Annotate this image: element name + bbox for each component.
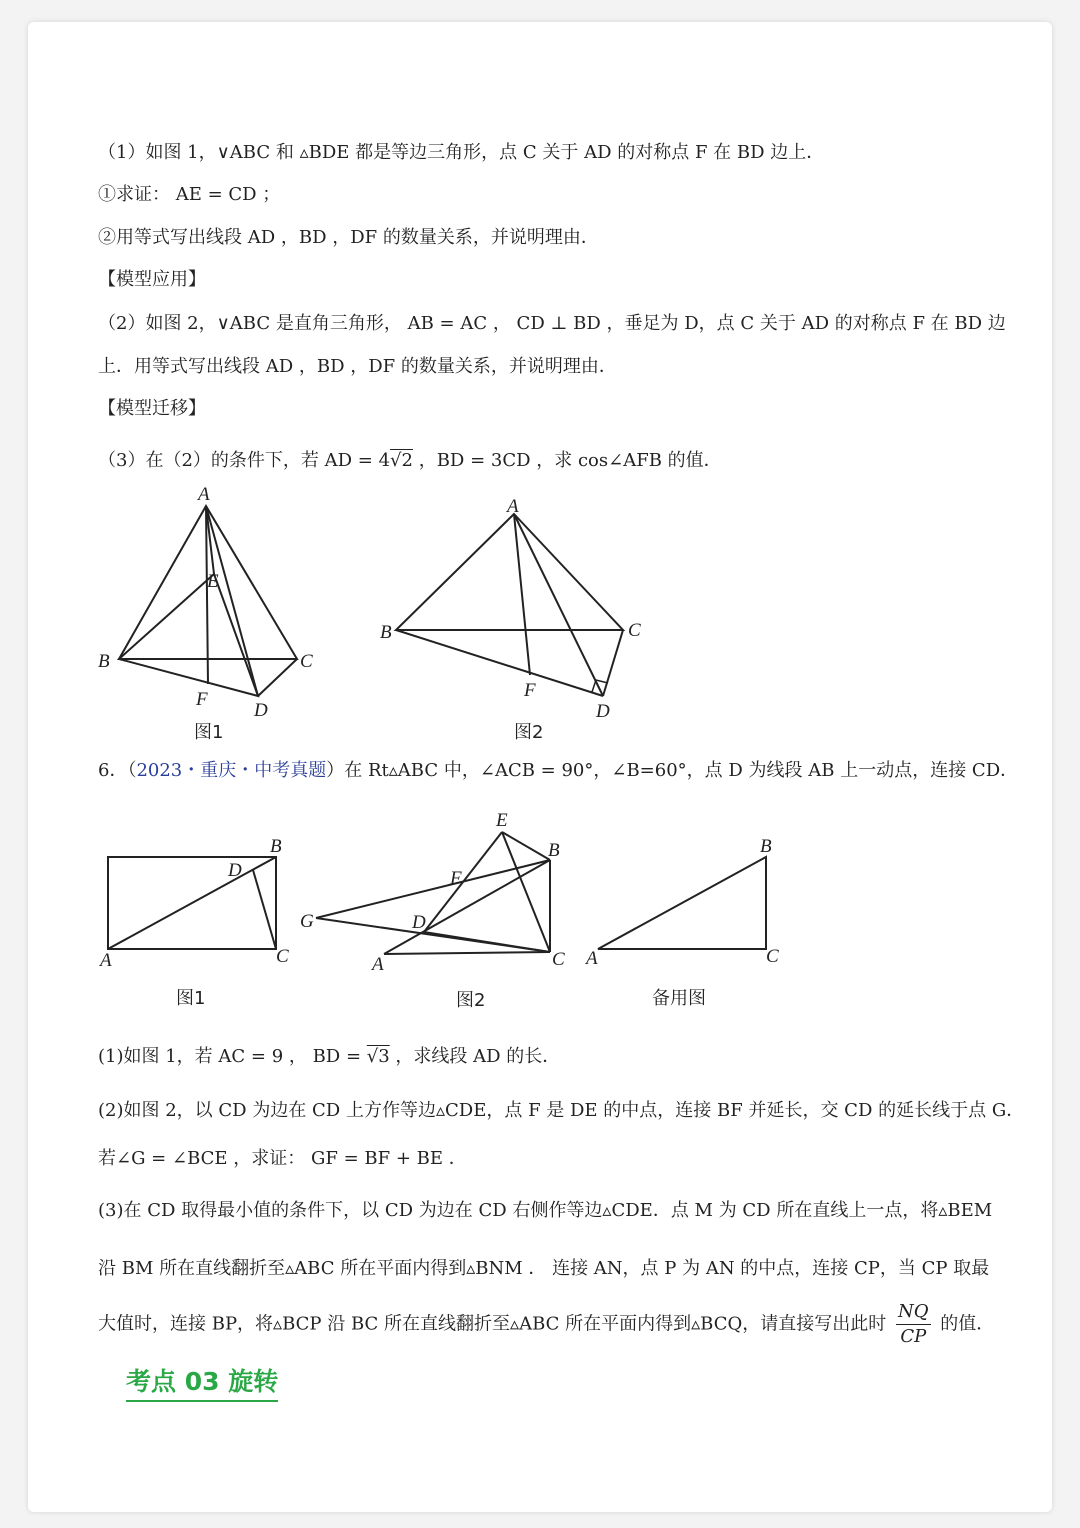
p6-figure-3 — [580, 830, 800, 1010]
segment-dc — [424, 932, 550, 952]
p5-part1: （1）如图 1，∨ABC 和 ▵BDE 都是等边三角形，点 C 关于 AD 的对称点 F 在 BD 边上． — [98, 142, 825, 163]
label-a: A — [198, 484, 210, 505]
segment-cd — [603, 630, 623, 696]
p6-source-tag: 2023・重庆・中考真题 — [136, 760, 327, 781]
label-c: C — [276, 946, 289, 967]
label-b: B — [380, 622, 392, 643]
segment-bg — [316, 860, 550, 918]
segment-af — [206, 506, 208, 684]
label-b: B — [760, 836, 772, 857]
p5-fig1-caption: 图1 — [194, 722, 224, 743]
label-f: F — [196, 689, 208, 710]
p5-figure-1 — [90, 480, 350, 750]
label-a: A — [586, 948, 598, 969]
label-e: E — [496, 810, 508, 831]
fraction-denominator: CP — [900, 1326, 927, 1347]
label-g: G — [300, 911, 314, 932]
model-application-label: 【模型应用】 — [98, 269, 206, 290]
label-d: D — [412, 912, 426, 933]
p6-q3-text: 大值时，连接 BP，将▵BCP 沿 BC 所在直线翻折至▵ABC 所在平面内得到▵BCQ，请直接写出此时 — [98, 1313, 887, 1335]
label-f: F — [450, 868, 462, 889]
section-heading: 考点 03 旋转 — [126, 1362, 278, 1402]
p6-q2-line2: 若∠G = ∠BCE ，求证： GF = BF + BE ． — [98, 1148, 467, 1169]
label-b: B — [98, 651, 110, 672]
p5-part3 — [98, 448, 722, 474]
p5-part3-pre: （3）在（2）的条件下，若 AD = 4 — [98, 450, 391, 471]
label-b: B — [270, 836, 282, 857]
triangle-bde — [119, 574, 258, 696]
model-transfer-label: 【模型迁移】 — [98, 398, 206, 419]
p6-intro — [98, 758, 1018, 784]
p6-q1 — [98, 1044, 560, 1070]
label-a: A — [100, 950, 112, 971]
p6-figure-2 — [290, 800, 590, 1016]
label-c: C — [766, 946, 779, 967]
p6-fig1-caption: 图1 — [176, 988, 206, 1009]
p5-part1b: ②用等式写出线段 AD ，BD ，DF 的数量关系，并说明理由． — [98, 227, 599, 248]
p6-q3-end: 的值． — [940, 1313, 995, 1335]
p6-q1-sqrt: √3 — [366, 1046, 390, 1067]
p6-q2-line1: (2)如图 2，以 CD 为边在 CD 上方作等边▵CDE，点 F 是 DE 的中点，连接 BF 并延长，交 CD 的延长线于点 G． — [98, 1100, 1025, 1121]
p5-part2-line1: （2）如图 2，∨ABC 是直角三角形， AB = AC ， CD ⊥ BD ，垂足为 D，点 C 关于 AD 的对称点 F 在 BD 边 — [98, 313, 1006, 334]
p6-fig2-caption: 图2 — [456, 990, 486, 1011]
label-c: C — [552, 949, 565, 970]
label-f: F — [524, 680, 536, 701]
label-e: E — [207, 571, 219, 592]
segment-cd — [253, 870, 276, 949]
label-a: A — [372, 954, 384, 975]
p6-q3-line1: (3)在 CD 取得最小值的条件下，以 CD 为边在 CD 右侧作等边▵CDE．点 M 为 CD 所在直线上一点，将▵BEM — [98, 1200, 993, 1221]
p5-figure-2 — [370, 492, 660, 752]
segment-ab — [108, 857, 276, 949]
segment-ad — [514, 514, 603, 696]
label-c: C — [300, 651, 313, 672]
segment-af — [514, 514, 530, 675]
segment-be — [502, 832, 550, 860]
p6-intro-pre: 6．（ — [98, 760, 137, 781]
p5-fig2-caption: 图2 — [514, 722, 544, 743]
triangle-abc — [598, 857, 766, 949]
label-d: D — [228, 860, 242, 881]
fraction-numerator: NQ — [896, 1300, 931, 1325]
ratio-fraction — [896, 1300, 931, 1349]
segment-ac — [384, 952, 550, 954]
p6-q1-pre: (1)如图 1，若 AC = 9 ， BD = — [98, 1046, 367, 1067]
p6-q3-line2: 沿 BM 所在直线翻折至▵ABC 所在平面内得到▵BNM ． 连接 AN，点 P 为 AN 的中点，连接 CP，当 CP 取最 — [98, 1258, 990, 1279]
p6-fig3-caption: 备用图 — [652, 988, 706, 1009]
p6-intro-post: ）在 Rt▵ABC 中，∠ACB = 90°，∠B=60°，点 D 为线段 AB 上一动点，连接 CD． — [326, 760, 1019, 781]
p6-figure-1 — [90, 830, 310, 1010]
triangle-abc — [396, 514, 623, 630]
label-c: C — [628, 620, 641, 641]
p5-part2-line2: 上．用等式写出线段 AD ，BD ，DF 的数量关系，并说明理由． — [98, 356, 617, 377]
p6-q3-line3 — [98, 1300, 994, 1349]
segment-bd — [396, 630, 603, 696]
label-b: B — [548, 840, 560, 861]
p5-part1a: ①求证： AE = CD ； — [98, 184, 281, 205]
p5-part3-post: ，BD = 3CD ，求 cos∠AFB 的值． — [412, 450, 722, 471]
label-d: D — [254, 700, 268, 721]
label-a: A — [507, 496, 519, 517]
p5-part3-sqrt: √2 — [390, 450, 413, 471]
segment-ce — [502, 832, 550, 952]
p6-q1-post: ，求线段 AD 的长． — [389, 1046, 561, 1067]
segment-cd — [258, 659, 297, 696]
segment-ad — [206, 506, 258, 696]
label-d: D — [596, 701, 610, 722]
